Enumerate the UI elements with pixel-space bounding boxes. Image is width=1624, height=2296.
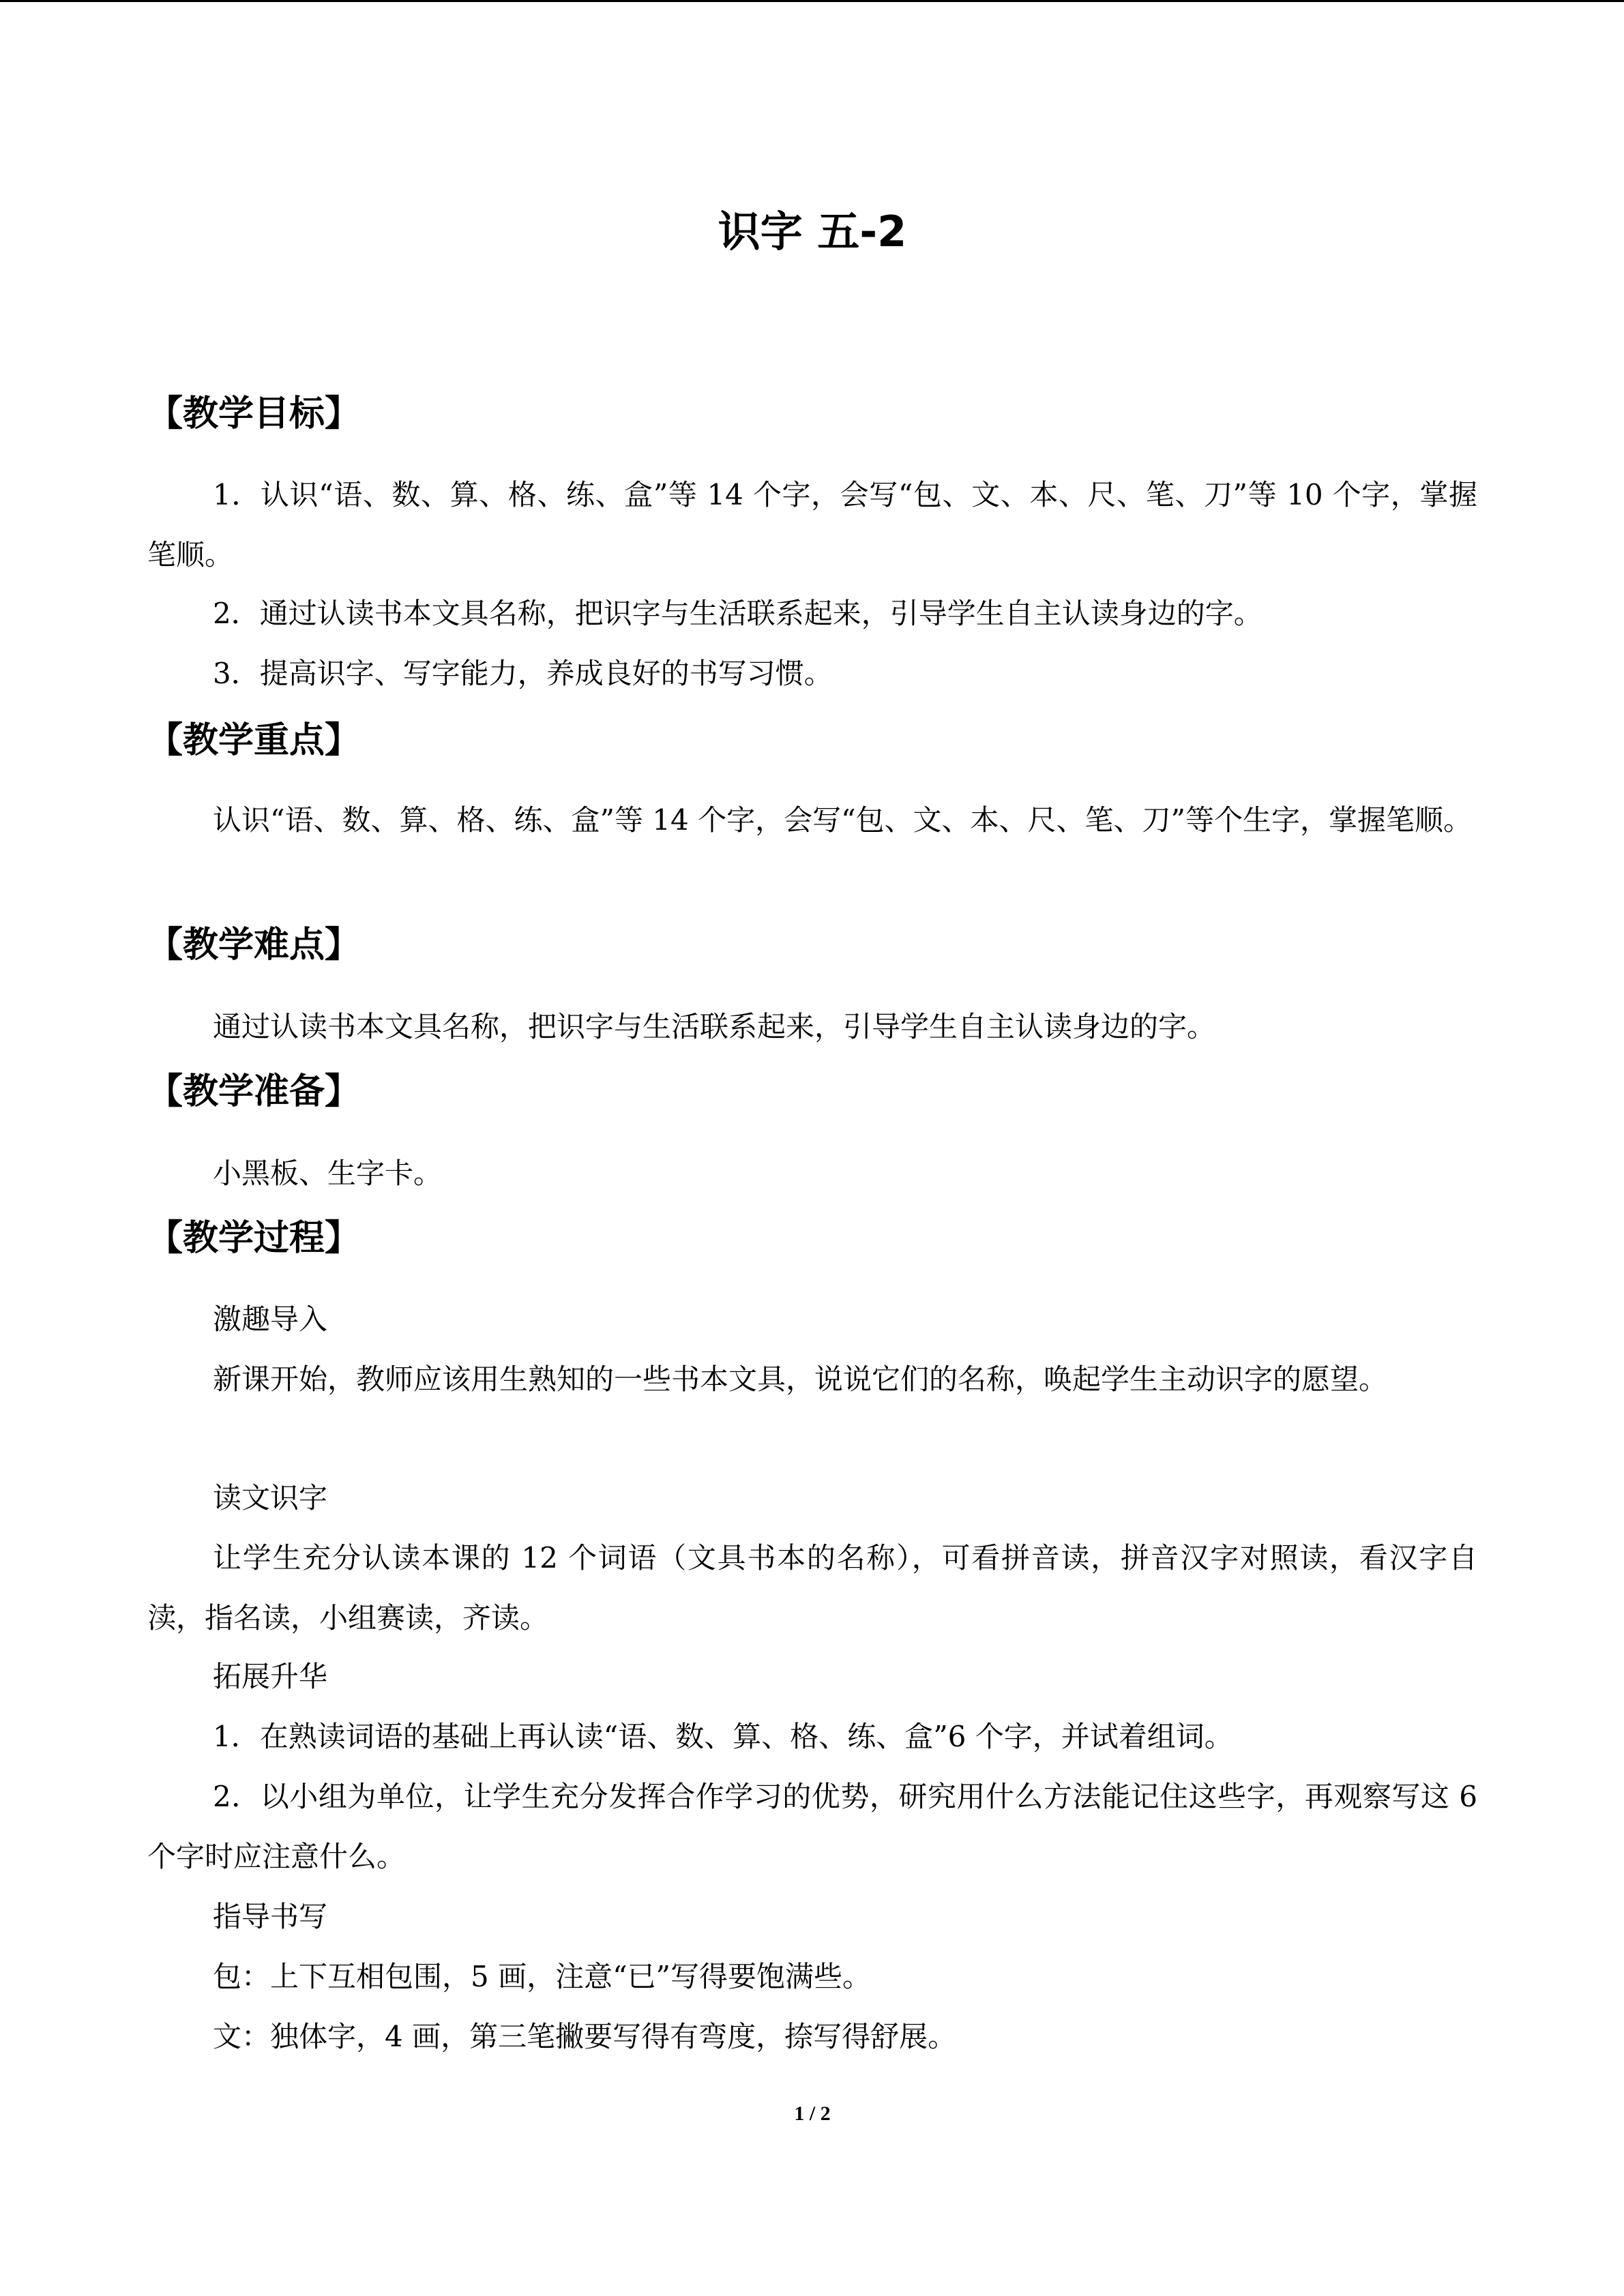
goal-item-3: 3．提高识字、写字能力，养成良好的书写习惯。	[213, 657, 833, 690]
page-title: 识字 五-2	[718, 207, 907, 256]
process-subheading-writing: 指导书写	[213, 1900, 328, 1933]
preparation-text: 小黑板、生字卡。	[213, 1157, 443, 1190]
process-paragraph: 包：上下互相包围，5 画，注意“已”写得要饱满些。	[213, 1960, 872, 1993]
process-paragraph: 1．在熟读词语的基础上再认读“语、数、算、格、练、盒”6 个字，并试着组词。	[213, 1720, 1233, 1753]
goal-item-2: 2．通过认读书本文具名称，把识字与生活联系起来，引导学生自主认读身边的字。	[213, 597, 1263, 630]
section-heading-process: 【教学过程】	[147, 1218, 361, 1259]
process-subheading-intro: 激趣导入	[213, 1302, 328, 1336]
section-heading-preparation: 【教学准备】	[147, 1071, 361, 1112]
process-subheading-extension: 拓展升华	[213, 1660, 328, 1693]
difficulties-text: 通过认读书本文具名称，把识字与生活联系起来，引导学生自主认读身边的字。	[213, 1010, 1216, 1043]
page-number: 1 / 2	[794, 2102, 831, 2125]
section-heading-key-points: 【教学重点】	[147, 720, 361, 761]
process-paragraph: 新课开始，教师应该用生熟知的一些书本文具，说说它们的名称，唤起学生主动识字的愿望。	[213, 1362, 1388, 1396]
key-points-text: 认识“语、数、算、格、练、盒”等 14 个字，会写“包、文、本、尺、笔、刀”等个生字，掌握笔顺。	[213, 803, 1473, 837]
document-page	[147, 0, 1477, 2296]
section-heading-difficulties: 【教学难点】	[147, 925, 361, 966]
process-paragraph: 让学生充分认读本课的 12 个词语（文具书本的名称），可看拼音读，拼音汉字对照读，看汉字自渎，指名读，小组赛读，齐读。	[147, 1541, 1477, 1635]
process-paragraph: 2．以小组为单位，让学生充分发挥合作学习的优势，研究用什么方法能记住这些字，再观察写这 6 个字时应注意什么。	[147, 1780, 1477, 1873]
section-heading-goals: 【教学目标】	[147, 393, 361, 434]
goal-item-1: 1．认识“语、数、算、格、练、盒”等 14 个字，会写“包、文、本、尺、笔、刀”等 10 个字，掌握笔顺。	[147, 478, 1477, 571]
process-paragraph: 文：独体字，4 画，第三笔撇要写得有弯度，捺写得舒展。	[213, 2020, 957, 2053]
process-subheading-reading: 读文识字	[213, 1481, 328, 1515]
